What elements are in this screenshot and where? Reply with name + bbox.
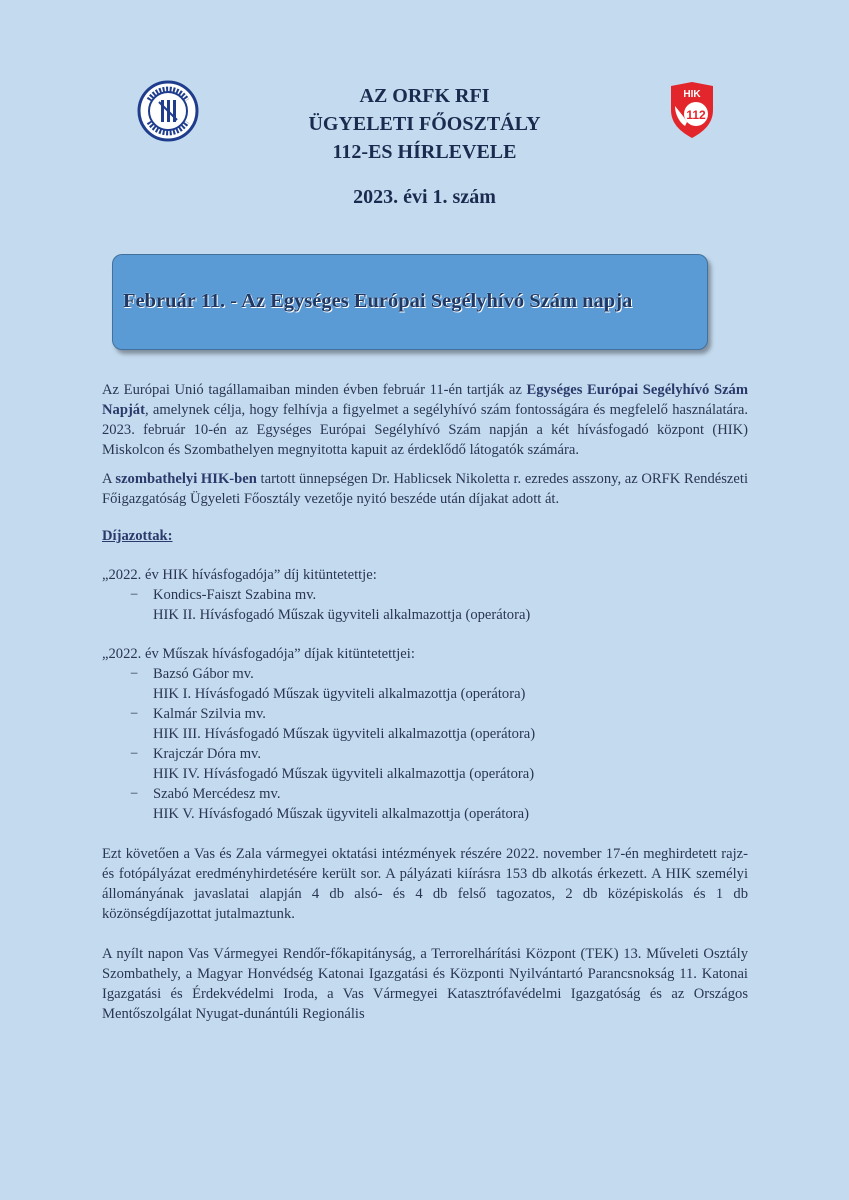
award1-title: „2022. év HIK hívásfogadója” díj kitüntetettje: [102,567,377,583]
paragraph-contest: Ezt követően a Vas és Zala vármegyei oktatási intézmények részére 2022. november 17-én meghirdetett rajz- és fotópályázat eredményhirdetésére került sor. A pályázati kiírásra 153 db alkotás érkezett. A HIK személyi állományának javaslatai alapján 4 db alsó- és 4 db felső tagozatos, 2 db középiskolás és 1 db közönségdíjazottat jutalmaztunk. [102,846,748,922]
winner-role: HIK III. Hívásfogadó Műszak ügyviteli alkalmazottja (operátora) [153,726,536,742]
list-dash: − [130,587,139,603]
article-body [102,380,748,1024]
hik-logo-text: HIK [683,89,701,100]
winner-name: Krajczár Dóra mv. [153,746,262,762]
list-dash: − [130,666,139,682]
hik-logo-number: 112 [686,108,706,122]
header-line-2: ÜGYELETI FŐOSZTÁLY [308,113,541,135]
paragraph-ceremony [102,469,748,509]
paragraph-ceremony-start: A [102,471,116,487]
title-banner [112,254,708,350]
header-line-3: 112-ES HÍRLEVELE [332,141,517,163]
list-dash: − [130,746,139,762]
winner-role: HIK II. Hívásfogadó Műszak ügyviteli alkalmazottja (operátora) [153,607,531,623]
paragraph-intro-end: , amelynek célja, hogy felhívja a figyelmet a segélyhívó szám fontosságára és megfelelő használatára. 2023. február 10-én az Egységes Európai Segélyhívó Szám napján a két hívásfogadó központ (HIK) Miskolcon és Szombathelyen megnyitotta kapuit az érdeklődő látogatók számára. [102,402,748,458]
winner-role: HIK IV. Hívásfogadó Műszak ügyviteli alkalmazottja (operátora) [153,766,535,782]
awardees-heading: Díjazottak: [102,528,173,544]
paragraph-open-day: A nyílt napon Vas Vármegyei Rendőr-főkapitányság, a Terrorelhárítási Központ (TEK) 13. Műveleti Osztály Szombathely, a Magyar Honvédség Katonai Igazgatási és Központi Nyilvántartó Parancsnokság 11. Katonai Igazgatási és Érdekvédelmi Iroda, a Vas Vármegyei Katasztrófavédelmi Igazgatóság és az Országos Mentőszolgálat Nyugat-dunántúli Regionális [102,946,748,1022]
winner-role: HIK V. Hívásfogadó Műszak ügyviteli alkalmazottja (operátora) [153,806,529,822]
award2-title: „2022. év Műszak hívásfogadója” díjak kitüntetettjei: [102,646,415,662]
header-line-1: AZ ORFK RFI [359,85,490,107]
winner-name: Szabó Mercédesz mv. [153,786,281,802]
winner-name: Bazsó Gábor mv. [153,666,254,682]
paragraph-intro [102,380,748,460]
banner-title: Február 11. - Az Egységes Európai Segélyhívó Szám napja [123,290,633,312]
winner-name: Kalmár Szilvia mv. [153,706,266,722]
paragraph-ceremony-end: tartott ünnepségen Dr. Hablicsek Nikoletta r. ezredes asszony, az ORFK Rendészeti Főigazgatóság Ügyeleti Főosztály vezetője nyitó beszéde után díjakat adott át. [102,471,748,507]
award2-winner-list [102,664,748,824]
paragraph-intro-highlight: Egységes Európai Segélyhívó Szám Napját [102,382,748,418]
issue-number: 2023. évi 1. szám [353,186,496,208]
list-dash: − [130,706,139,722]
award1-winner-list [102,585,748,625]
paragraph-intro-start: Az Európai Unió tagállamaiban minden évben február 11-én tartják az [102,382,527,398]
award2-winner [102,744,748,784]
award1-winner [102,585,748,625]
winner-name: Kondics-Faiszt Szabina mv. [153,587,317,603]
award2-winner [102,664,748,704]
award2-winner [102,784,748,824]
winner-role: HIK I. Hívásfogadó Műszak ügyviteli alkalmazottja (operátora) [153,686,526,702]
list-dash: − [130,786,139,802]
newsletter-header [0,82,849,166]
paragraph-ceremony-highlight: szombathelyi HIK-ben [115,471,257,487]
award2-winner [102,704,748,744]
